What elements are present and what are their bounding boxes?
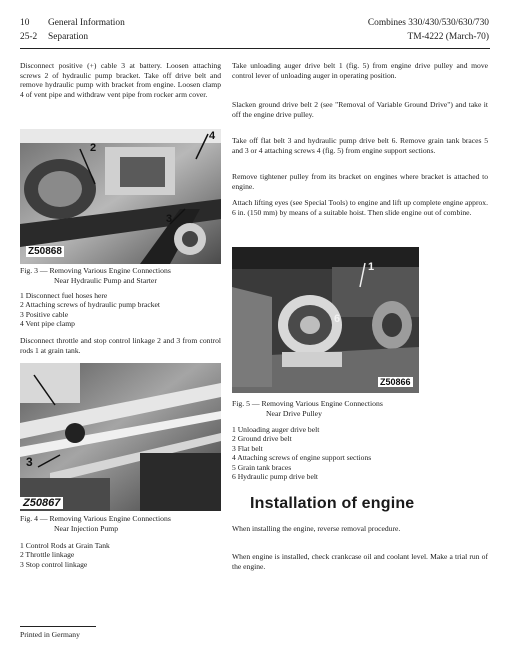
list-item: 4 Attaching screws of engine support sections: [232, 453, 372, 463]
right-paragraph-6: When installing the engine, reverse removal procedure.: [232, 524, 401, 533]
manual-title: Combines 330/430/530/630/730: [367, 18, 489, 28]
right-paragraph-4: Remove tightener pulley from its bracket on engines where bracket is attached to engine.: [232, 172, 488, 191]
document-id: TM-4222 (March-70): [407, 32, 489, 42]
fig4-callout-3: 3: [26, 455, 33, 469]
section-title: General Information: [48, 18, 125, 28]
figure-4-caption: [20, 514, 225, 533]
figure-4-photo: [20, 363, 221, 511]
fig3-caption-line1: Fig. 3 — Removing Various Engine Connections: [20, 266, 171, 275]
list-item: 4 Vent pipe clamp: [20, 319, 75, 329]
page-number: 10: [20, 18, 30, 28]
list-item: 3 Positive cable: [20, 309, 69, 319]
footer-printed: Printed in Germany: [20, 630, 80, 639]
fig3-photo-code: Z50868: [28, 246, 62, 257]
figure-3-legend: [20, 291, 225, 329]
right-paragraph-1: Take unloading auger drive belt 1 (fig. 5) from engine drive pulley and move control lever of unloading auger in operating position.: [232, 61, 488, 80]
fig3-callout-3: 3: [166, 213, 173, 225]
list-item: 3 Flat belt: [232, 443, 263, 453]
sub-page-number: 25-2: [20, 32, 38, 42]
right-paragraph-2: Slacken ground drive belt 2 (see "Removal of Variable Ground Drive") and take it off the engine drive pulley.: [232, 100, 488, 119]
installation-heading: Installation of engine: [250, 495, 415, 512]
fig4-caption-line2: Near Injection Pump: [54, 523, 119, 533]
fig3-callout-2: 2: [90, 142, 97, 154]
list-item: 6 Hydraulic pump drive belt: [232, 472, 319, 482]
footer-rule: [20, 626, 96, 627]
subsection-title: Separation: [48, 32, 89, 42]
fig4-photo-code: Z50867: [20, 497, 63, 509]
right-paragraph-5: Attach lifting eyes (see Special Tools) to engine and lift up complete engine approx. 6 in. (150 mm) by means of a suitable hoist. Then slide engine out of combine.: [232, 198, 488, 217]
fig3-caption-line2: Near Hydraulic Pump and Starter: [54, 275, 157, 285]
fig5-caption-line1: Fig. 5 — Removing Various Engine Connections: [232, 399, 383, 408]
list-item: 2 Attaching screws of hydraulic pump bracket: [20, 300, 161, 310]
fig5-photo-code: Z50866: [380, 377, 411, 387]
figure-4-legend: [20, 541, 225, 569]
list-item: 1 Disconnect fuel hoses here: [20, 291, 108, 300]
figure-3-caption: [20, 266, 225, 285]
list-item: 1 Control Rods at Grain Tank: [20, 541, 110, 550]
list-item: 2 Ground drive belt: [232, 434, 292, 444]
header-rule: [20, 48, 490, 49]
right-paragraph-3: Take off flat belt 3 and hydraulic pump drive belt 6. Remove grain tank braces 5 and 3 or 4 attaching screws 4 (fig. 5) from engine support sections.: [232, 136, 488, 155]
figure-5-caption: [232, 399, 488, 418]
fig5-callout-6: 6: [334, 313, 341, 325]
list-item: 3 Stop control linkage: [20, 559, 88, 569]
list-item: 1 Unloading auger drive belt: [232, 425, 320, 434]
figure-5-photo: [232, 247, 419, 393]
right-paragraph-7: When engine is installed, check crankcase oil and coolant level. Make a trial run of the engine.: [232, 552, 488, 571]
fig5-caption-line2: Near Drive Pulley: [266, 408, 322, 418]
fig5-callout-1: 1: [368, 261, 375, 273]
list-item: 5 Grain tank braces: [232, 462, 292, 472]
left-throttle-paragraph: Disconnect throttle and stop control linkage 2 and 3 from control rods 1 at grain tank.: [20, 336, 221, 355]
fig4-caption-line1: Fig. 4 — Removing Various Engine Connections: [20, 514, 171, 523]
left-intro-paragraph: Disconnect positive (+) cable 3 at battery. Loosen attaching screws 2 of hydraulic pump bracket. Take off drive belt and remove hydraulic pump with bracket from engine. Loosen clamp 4 of vent pipe and withdraw vent pipe from rocker arm cover.: [20, 61, 221, 99]
figure-3-photo: [20, 129, 221, 264]
figure-5-legend: [232, 425, 488, 481]
fig3-callout-4: 4: [209, 130, 216, 142]
list-item: 2 Throttle linkage: [20, 550, 75, 560]
